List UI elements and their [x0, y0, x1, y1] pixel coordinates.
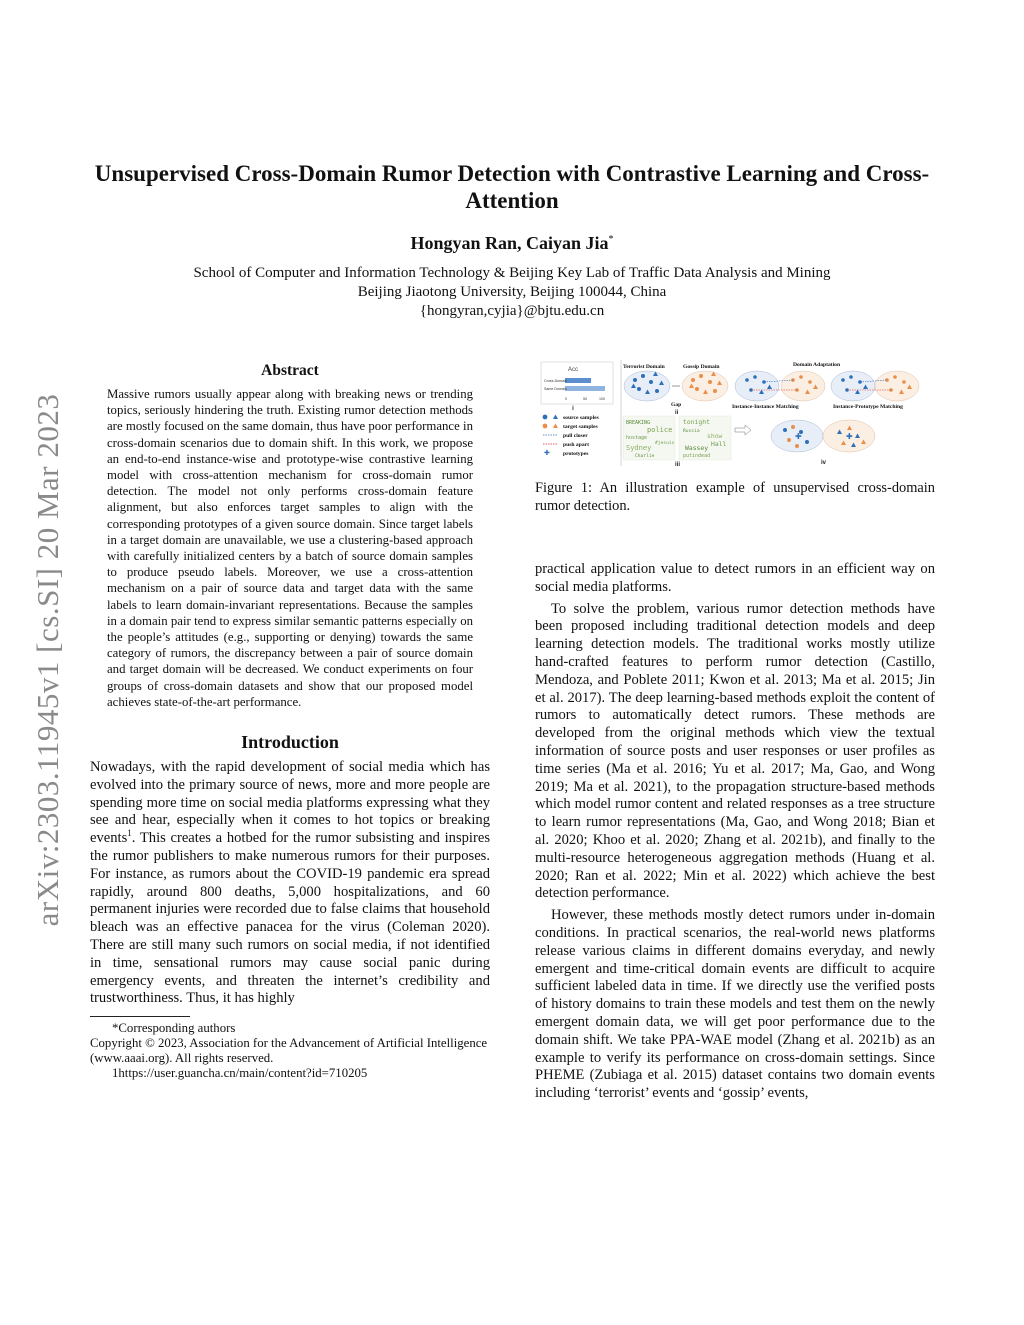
instance-prototype-label: Instance-Prototype Matching	[833, 404, 903, 410]
legend-target: target samples	[563, 424, 598, 430]
arxiv-stamp-text: arXiv:2303.11945v1 [cs.SI] 20 Mar 2023	[30, 393, 65, 927]
svg-text:police: police	[647, 426, 673, 434]
affiliation-emails: {hongyran,cyjia}@bjtu.edu.cn	[419, 303, 605, 319]
abstract-heading: Abstract	[261, 362, 319, 379]
right-paragraph-2: To solve the problem, various rumor detection methods have been proposed including traditional detection models and deep learning detection models. The traditional works mostly utilize hand-crafted features to perform rumor detection (Castillo, Mendoza, and Poblete 2011; Kwon et al. 2013; Ma et al. 2015; Jin et al. 2017). The deep learning-based methods exploit the content of rumors to automatically detect rumors. These methods are developed from the original methods which view the textual information of source posts and user responses or user profiles as time series (Ma et al. 2016; Yu et al. 2017; Ma, Gao, and Wong 2019; Ma et al. 2021), to the propagation structure-based methods which model rumor content and related responses as a tree structure to learn rumor representations (Ma, Gao, and Wong 2018; Bian et al. 2020; Khoo et al. 2020; Zhang et al. 2021b), and finally to the multi-resource heterogeneous aggregation methods (Huang et al. 2020; Ran et al. 2022; Min et al. 2022) which achieve the best detection performance.	[535, 600, 935, 902]
panel-label-iii: iii	[675, 462, 681, 468]
panel-label-ii: ii	[675, 410, 679, 416]
tick-50: 50	[583, 397, 587, 401]
footnote-corresponding: *Corresponding authors	[112, 1021, 236, 1036]
author-names: Hongyan Ran, Caiyan Jia	[410, 233, 609, 253]
svg-text:Wassey: Wassey	[685, 444, 709, 452]
instance-instance-label: Instance-Instance Matching	[732, 404, 799, 410]
gossip-domain-label: Gossip Domain	[683, 364, 720, 370]
adaptation-arrow-icon	[735, 425, 751, 435]
panel-label-iv: iv	[821, 460, 827, 466]
adapt-cluster-3	[831, 371, 875, 401]
right-paragraph-1: practical application value to detect rumors in an efficient way on social media platforms.	[535, 561, 935, 595]
prototype-icon-2: ✚	[846, 432, 853, 441]
footnotes	[90, 1021, 490, 1081]
figure-1-illustration	[535, 358, 935, 468]
intro-text-b: . This creates a hotbed for the rumor subsisting and inspires the rumor publishers to make numerous rumors for their purposes. For instance, as rumors about the COVID-19 pandemic era spread rapidly, around 800 deaths, 5,000 hospitalizations, and 60 permanent injuries were recorded due to false claims that household bleach was an effective panacea for the virus (Coleman 2020). There are still many such rumors on social media, if not identified in time, sensational rumors may cause social panic during emergency events, and threaten the internet’s credibility and trustworthiness. Thus, it has highly	[90, 830, 490, 1007]
bar-label-cross: Cross-Domain	[544, 379, 567, 383]
svg-text:putindead: putindead	[683, 453, 711, 459]
author-mark: *	[608, 234, 614, 245]
introduction-paragraph	[90, 759, 490, 1008]
svg-text:Russia: Russia	[683, 429, 700, 434]
legend-target-icon	[543, 424, 548, 429]
legend-source-icon-triangle	[553, 415, 558, 420]
gap-label: Gap	[671, 402, 682, 408]
panel-label-i: i	[572, 406, 574, 412]
right-column-text	[535, 561, 935, 1103]
svg-text:hostage: hostage	[626, 435, 648, 441]
introduction-heading: Introduction	[241, 732, 339, 753]
footnote-copyright: Copyright © 2023, Association for the Advancement of Artificial Intelligence (www.aaai.org). All rights reserved.	[90, 1036, 488, 1066]
adapt-cluster-2	[781, 371, 825, 401]
svg-text:Hall: Hall	[711, 440, 727, 448]
left-column	[90, 362, 490, 1081]
figure-legend	[543, 415, 600, 458]
right-column	[535, 358, 935, 1103]
bar-cross-domain	[565, 378, 591, 383]
footnote-divider	[90, 1016, 190, 1017]
legend-push: push apart	[563, 442, 589, 448]
figure-1-caption: Figure 1: An illustration example of unsupervised cross-domain rumor detection.	[535, 480, 935, 514]
adapt-cluster-1	[735, 371, 779, 401]
terrorist-domain-label: Terrorist Domain	[623, 364, 665, 370]
footnote-ref: 1	[127, 828, 132, 839]
intro-text-a: Nowadays, with the rapid development of social media which has evolved into the primary source of news, more and more people are spending more time on social media platforms expressing what they see and hear, especially when it comes to hot topics or breaking events	[90, 759, 490, 847]
svg-text:Sydney: Sydney	[626, 444, 652, 452]
author-list	[90, 233, 934, 254]
svg-text:Charlie: Charlie	[635, 454, 655, 459]
adapt-cluster-4	[875, 371, 919, 401]
tick-100: 100	[599, 397, 605, 401]
tick-0: 0	[565, 397, 567, 401]
legend-prototype-icon: ✚	[544, 450, 550, 457]
acc-label: Acc	[567, 367, 579, 373]
legend-prototypes: prototypes	[563, 451, 589, 457]
domain-adaptation-label: Domain Adaptation	[793, 362, 841, 368]
paper-title: Unsupervised Cross-Domain Rumor Detection with Contrastive Learning and Cross-Attention	[94, 161, 930, 213]
affiliation	[90, 264, 934, 321]
svg-text:BREAKING: BREAKING	[626, 420, 651, 426]
svg-text:tonight: tonight	[683, 418, 710, 426]
svg-text:show: show	[707, 432, 723, 440]
footnote-url: 1https://user.guancha.cn/main/content?id=710205	[112, 1066, 368, 1081]
bar-same-domain	[565, 386, 605, 391]
legend-pull: pull closer	[563, 433, 588, 439]
figure-1	[535, 358, 935, 468]
arxiv-identifier-stamp	[28, 370, 68, 950]
abstract-text: Massive rumors usually appear along with breaking news or trending topics, seriously hindering the truth. Existing rumor detection methods are mostly focused on the same domain, thus have poor performance in cross-domain scenarios due to domain shift. In this work, we propose an end-to-end instance-wise and prototype-wise contrastive learning model with cross-attention mechanism for cross-domain rumor detection. The model not only performs cross-domain feature alignment, but also enforces target samples to align with the corresponding prototypes of a given source domain. Since target labels in a target domain are unavailable, we use a clustering-based approach with carefully initialized centers by a batch of source domain samples to produce pseudo labels. Moreover, we use a cross-attention mechanism on a pair of source data and target data with the same labels to learn domain-invariant representations. Because the samples in a domain pair tend to express similar semantic patterns especially on the people’s attitudes (e.g., supporting or denying) towards the same category of rumors, the discrepancy between a pair of source domain and target domain will be decreased. We conduct experiments on four groups of cross-domain datasets and show that our proposed model achieves state-of-the-art performance.	[107, 387, 473, 709]
svg-text:#jesuis: #jesuis	[655, 441, 675, 446]
affiliation-line-2: Beijing Jiaotong University, Beijing 100044, China	[357, 284, 667, 300]
bar-label-same: Same Domain	[544, 387, 567, 391]
right-paragraph-3: However, these methods mostly detect rumors under in-domain conditions. In practical scenarios, the real-world news platforms release various claims in different domains everyday, and newly emergent and time-critical domain events are difficult to acquire sufficient labeled data in time. If we directly use the verified posts of history domains to train these models and test them on the newly emergent domain data, we will get poor performance due to the domain shift. We take PPA-WAE model (Zhang et al. 2021b) as an example to verify its performance on cross-domain settings. Since PHEME (Zubiaga et al. 2015) dataset contains two domain events including ‘terrorist’ events and ‘gossip’ events,	[535, 907, 935, 1102]
gossip-domain-cluster	[682, 371, 728, 401]
legend-source-icon	[543, 415, 548, 420]
prototype-icon-1: ✚	[795, 432, 802, 441]
legend-source: source samples	[563, 415, 599, 421]
legend-target-icon-triangle	[553, 424, 558, 429]
affiliation-line-1: School of Computer and Information Technology & Beijing Key Lab of Traffic Data Analysis and Mining	[193, 265, 831, 281]
terrorist-domain-cluster	[624, 371, 670, 401]
